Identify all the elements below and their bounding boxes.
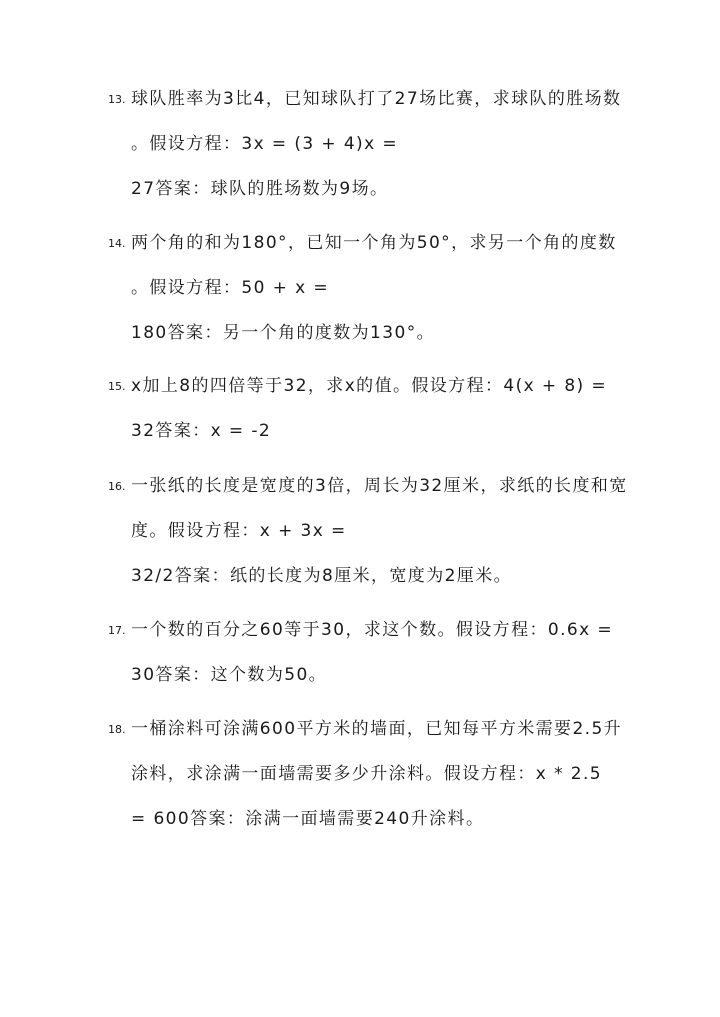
problem-text-line: 。假设方程：50 + x = bbox=[131, 278, 329, 298]
problem-number: 13. bbox=[108, 93, 126, 106]
problem-number: 18. bbox=[108, 723, 126, 736]
problem-text-line: x加上8的四倍等于32，求x的值。假设方程：4(x + 8) = bbox=[131, 376, 608, 396]
problem-text-line: 涂料，求涂满一面墙需要多少升涂料。假设方程：x * 2.5 bbox=[131, 764, 603, 784]
problem-text-line: = 600答案：涂满一面墙需要240升涂料。 bbox=[131, 809, 485, 829]
problem-text-line: 27答案：球队的胜场数为9场。 bbox=[131, 179, 389, 199]
problem-number: 14. bbox=[108, 237, 126, 250]
problem-text-line: 32/2答案：纸的长度为8厘米，宽度为2厘米。 bbox=[131, 566, 513, 586]
problem-text-line: 球队胜率为3比4，已知球队打了27场比赛，求球队的胜场数 bbox=[131, 89, 622, 109]
problem-text-line: 180答案：另一个角的度数为130°。 bbox=[131, 323, 435, 343]
problem-text-line: 度。假设方程：x + 3x = bbox=[131, 521, 347, 541]
problem-text-line: 一桶涂料可涂满600平方米的墙面，已知每平方米需要2.5升 bbox=[131, 719, 623, 739]
problem-text-line: 一个数的百分之60等于30，求这个数。假设方程：0.6x = bbox=[131, 620, 614, 640]
problem-number: 17. bbox=[108, 624, 126, 637]
problem-text-line: 一张纸的长度是宽度的3倍，周长为32厘米，求纸的长度和宽 bbox=[131, 476, 628, 496]
problem-text-line: 。假设方程：3x = (3 + 4)x = bbox=[131, 134, 398, 154]
problem-text-line: 30答案：这个数为50。 bbox=[131, 665, 328, 685]
problem-text-line: 两个角的和为180°，已知一个角为50°，求另一个角的度数 bbox=[131, 233, 617, 253]
problem-text-line: 32答案：x = -2 bbox=[131, 421, 272, 441]
problem-number: 16. bbox=[108, 480, 126, 493]
problem-number: 15. bbox=[108, 380, 126, 393]
